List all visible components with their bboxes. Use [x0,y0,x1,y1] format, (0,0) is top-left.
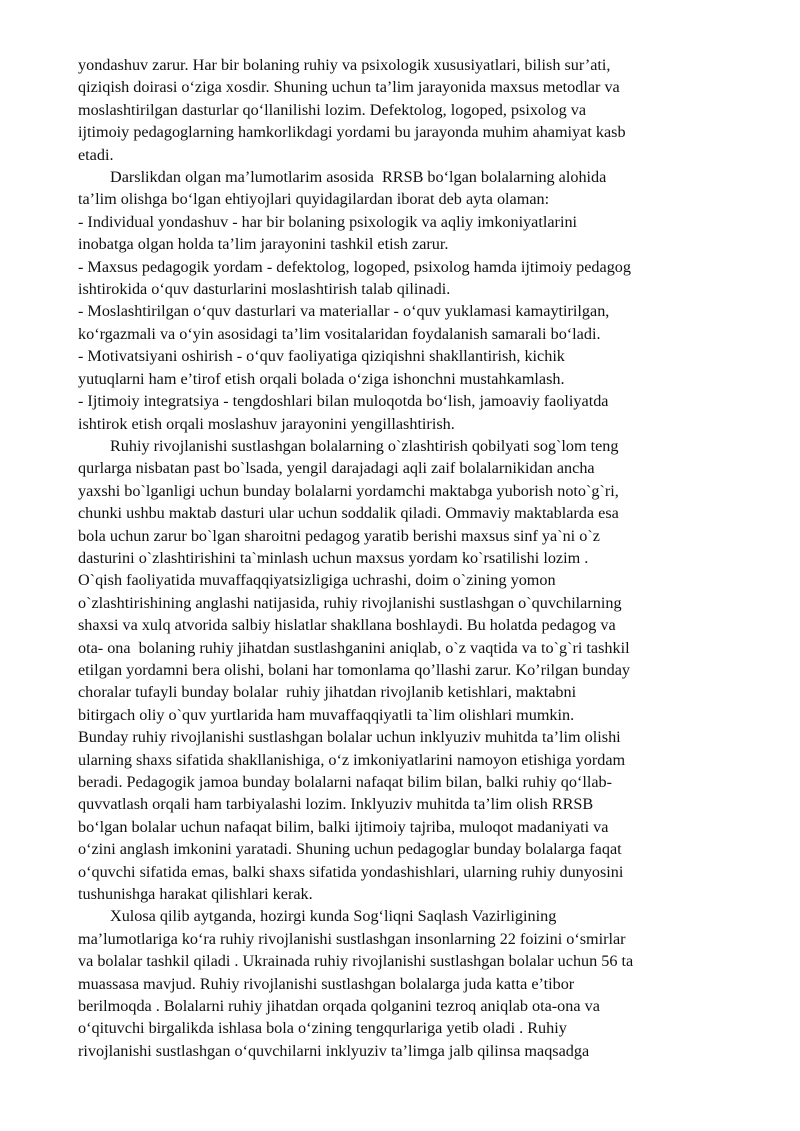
text-line: chunki ushbu maktab dasturi ular uchun soddalik qiladi. Ommaviy maktablarda esa [78,504,619,523]
text-line: - Motivatsiyani oshirish - o‘quv faoliyatiga qiziqishni shakllantirish, kichik [78,347,565,366]
text-line: yutuqlarni ham e’tirof etish orqali bolada o‘ziga ishonchni mustahkamlash. [78,369,565,388]
text-line: qurlarga nisbatan past bo`lsada, yengil darajadagi aqli zaif bolalarnikidan ancha [78,459,595,478]
text-line: shaxsi va xulq atvorida salbiy hislatlar shakllana boshlaydi. Bu holatda pedagog va [78,616,616,635]
text-line: etadi. [78,145,114,164]
text-line: - Maxsus pedagogik yordam - defektolog, logoped, psixolog hamda ijtimoiy pedagog [78,257,631,276]
text-line: bola uchun zarur bo`lgan sharoitni pedagog yaratib berishi maxsus sinf ya`ni o`z [78,526,600,545]
text-line: ularning shaxs sifatida shakllanishiga, o‘z imkoniyatlarini namoyon etishiga yordam [78,750,626,769]
text-line: va bolalar tashkil qiladi . Ukrainada ruhiy rivojlanishi sustlashgan bolalar uchun 56 ta [78,952,634,971]
text-line: ma’lumotlariga ko‘ra ruhiy rivojlanishi sustlashgan insonlarning 22 foizini o‘smirlar [78,929,626,948]
text-line: Darslikdan olgan ma’lumotlarim asosida RRSB bo‘lgan bolalarning alohida [110,168,607,187]
text-line: quvvatlash orqali ham tarbiyalashi lozim. Inklyuziv muhitda ta’lim olish RRSB [78,795,594,814]
text-line: etilgan yordamni bera olishi, bolani har tomonlama qo’llashi zarur. Ko’rilgan bunday [78,660,631,679]
text-line: ota- ona bolaning ruhiy jihatdan sustlashganini aniqlab, o`z vaqtida va to`g`ri tashkil [78,638,630,657]
text-line: Bunday ruhiy rivojlanishi sustlashgan bolalar uchun inklyuziv muhitda ta’lim olishi [78,728,621,747]
text-line: qiziqish doirasi o‘ziga xosdir. Shuning uchun ta’lim jarayonida maxsus metodlar va [78,78,620,97]
text-line: ta’lim olishga bo‘lgan ehtiyojlari quyidagilardan iborat deb ayta olaman: [78,190,550,209]
text-line: o‘quvchi sifatida emas, balki shaxs sifatida yondashishlari, ularning ruhiy dunyosini [78,862,624,881]
text-line: - Moslashtirilgan o‘quv dasturlari va materiallar - o‘quv yuklamasi kamaytirilgan, [78,302,610,321]
text-line: berilmoqda . Bolalarni ruhiy jihatdan orqada qolganini tezroq aniqlab ota-ona va [78,997,600,1016]
text-line: - Ijtimoiy integratsiya - tengdoshlari bilan muloqotda bo‘lish, jamoaviy faoliyatda [78,392,609,411]
text-line: muassasa mavjud. Ruhiy rivojlanishi sustlashgan bolalarga juda katta e’tibor [78,974,575,993]
text-line: tushunishga harakat qilishlari kerak. [78,885,313,904]
text-line: o`zlashtirishining anglashi natijasida, ruhiy rivojlanishi sustlashgan o`quvchilarning [78,593,622,612]
text-line: Xulosa qilib aytganda, hozirgi kunda Sog‘liqni Saqlash Vazirligining [110,907,557,926]
text-line: dasturini o`zlashtirishini ta`minlash uchun maxsus yordam ko`rsatilishi lozim . [78,548,589,567]
text-line: yondashuv zarur. Har bir bolaning ruhiy va psixologik xususiyatlari, bilish sur’ati, [78,56,611,74]
text-line: bo‘lgan bolalar uchun nafaqat bilim, balki ijtimoiy tajriba, muloqot madaniyati va [78,817,609,836]
text-line: Ruhiy rivojlanishi sustlashgan bolalarning o`zlashtirish qobilyati sog`lom teng [110,436,619,455]
text-line: ishtirokida o‘quv dasturlarini moslashtirish talab qilinadi. [78,280,451,299]
text-line: choralar tufayli bunday bolalar ruhiy jihatdan rivojlanib ketishlari, maktabni [78,683,577,702]
text-line: ko‘rgazmali va o‘yin asosidagi ta’lim vositalaridan foydalanish samarali bo‘ladi. [78,324,601,343]
document-page [78,54,726,1062]
text-line: ijtimoiy pedagoglarning hamkorlikdagi yordami bu jarayonda muhim ahamiyat kasb [78,123,626,142]
text-line: yaxshi bo`lganligi uchun bunday bolalarni yordamchi maktabga yuborish noto`g`ri, [78,481,619,500]
text-line: O`qish faoliyatida muvaffaqqiyatsizligiga uchrashi, doim o`zining yomon [78,571,556,590]
text-line: o‘qituvchi birgalikda ishlasa bola o‘zining tengqurlariga yetib oladi . Ruhiy [78,1019,567,1038]
text-line: o‘zini anglash imkonini yaratadi. Shuning uchun pedagoglar bunday bolalarga faqat [78,840,622,859]
text-line: - Individual yondashuv - har bir bolaning psixologik va aqliy imkoniyatlarini [78,212,578,231]
text-line: inobatga olgan holda ta’lim jarayonini tashkil etish zarur. [78,235,449,254]
text-line: moslashtirilgan dasturlar qo‘llanilishi lozim. Defektolog, logoped, psixolog va [78,100,587,119]
text-line: beradi. Pedagogik jamoa bunday bolalarni nafaqat bilim bilan, balki ruhiy qo‘llab- [78,773,613,791]
text-line: ishtirok etish orqali moslashuv jarayonini yengillashtirish. [78,414,455,433]
text-line: bitirgach oliy o`quv yurtlarida ham muvaffaqqiyatli ta`lim olishlari mumkin. [78,705,575,724]
text-line: rivojlanishi sustlashgan o‘quvchilarni inklyuziv ta’limga jalb qilinsa maqsadga [78,1041,590,1060]
